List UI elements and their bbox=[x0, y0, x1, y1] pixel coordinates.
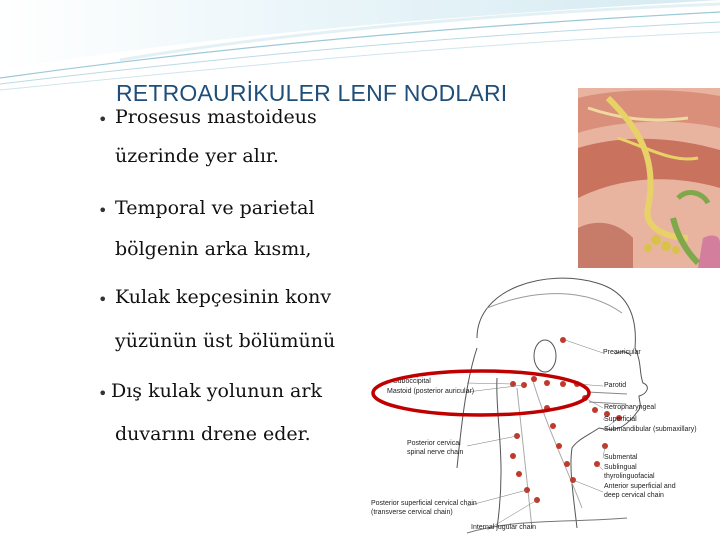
deep-cervical-label: deep cervical chain bbox=[604, 492, 664, 499]
bullet-1-line-1: Prosesus mastoideus bbox=[115, 106, 317, 128]
preauricular-label: Preauricular bbox=[603, 349, 641, 356]
submandibular-label: Submandibular (submaxillary) bbox=[604, 426, 697, 433]
spinal-accessory-label: spinal nerve chain bbox=[407, 449, 464, 456]
parotid-label: Parotid bbox=[604, 382, 627, 389]
lymph-node-diagram bbox=[367, 268, 720, 540]
bullet-2-line-2: bölgenin arka kısmı, bbox=[115, 238, 312, 260]
bullet-dot: • bbox=[98, 201, 108, 220]
posterior-cervical-label: Posterior cervical bbox=[407, 440, 461, 447]
bullet-3-line-2: yüzünün üst bölümünü bbox=[115, 330, 336, 352]
retropharyngeal-label: Retropharyngeal bbox=[604, 404, 656, 411]
bullet-dot: • bbox=[98, 384, 108, 403]
submental-label: Submental bbox=[604, 454, 638, 461]
internal-jugular-label: Internal jugular chain bbox=[471, 524, 536, 531]
transverse-cervical-label: (transverse cervical chain) bbox=[371, 509, 453, 516]
slide-title: RETROAURİKULER LENF NODLARI bbox=[116, 80, 508, 106]
superficial-label: Superficial bbox=[604, 416, 637, 423]
bullet-dot: • bbox=[98, 290, 108, 309]
mastoid-label: Mastoid (posterior auricular) bbox=[387, 388, 475, 395]
suboccipital-label: Suboccipital bbox=[393, 378, 431, 385]
bullet-1-line-2: üzerinde yer alır. bbox=[115, 145, 279, 167]
sublingual-label: Sublingual bbox=[604, 464, 637, 471]
anterior-superficial-label: Anterior superficial and bbox=[604, 483, 676, 490]
bullet-3-line-1: Kulak kepçesinin konv bbox=[115, 286, 332, 308]
ear-anatomy-image bbox=[578, 88, 720, 268]
thyrolinguofacial-label: thyrolinguofacial bbox=[604, 473, 655, 480]
bullet-dot: • bbox=[98, 110, 108, 129]
bullet-4-line-1: Dış kulak yolunun ark bbox=[111, 380, 322, 402]
bullet-2-line-1: Temporal ve parietal bbox=[115, 197, 315, 219]
bullet-4-line-2: duvarını drene eder. bbox=[115, 423, 311, 445]
posterior-superficial-label: Posterior superficial cervical chain bbox=[371, 500, 477, 507]
